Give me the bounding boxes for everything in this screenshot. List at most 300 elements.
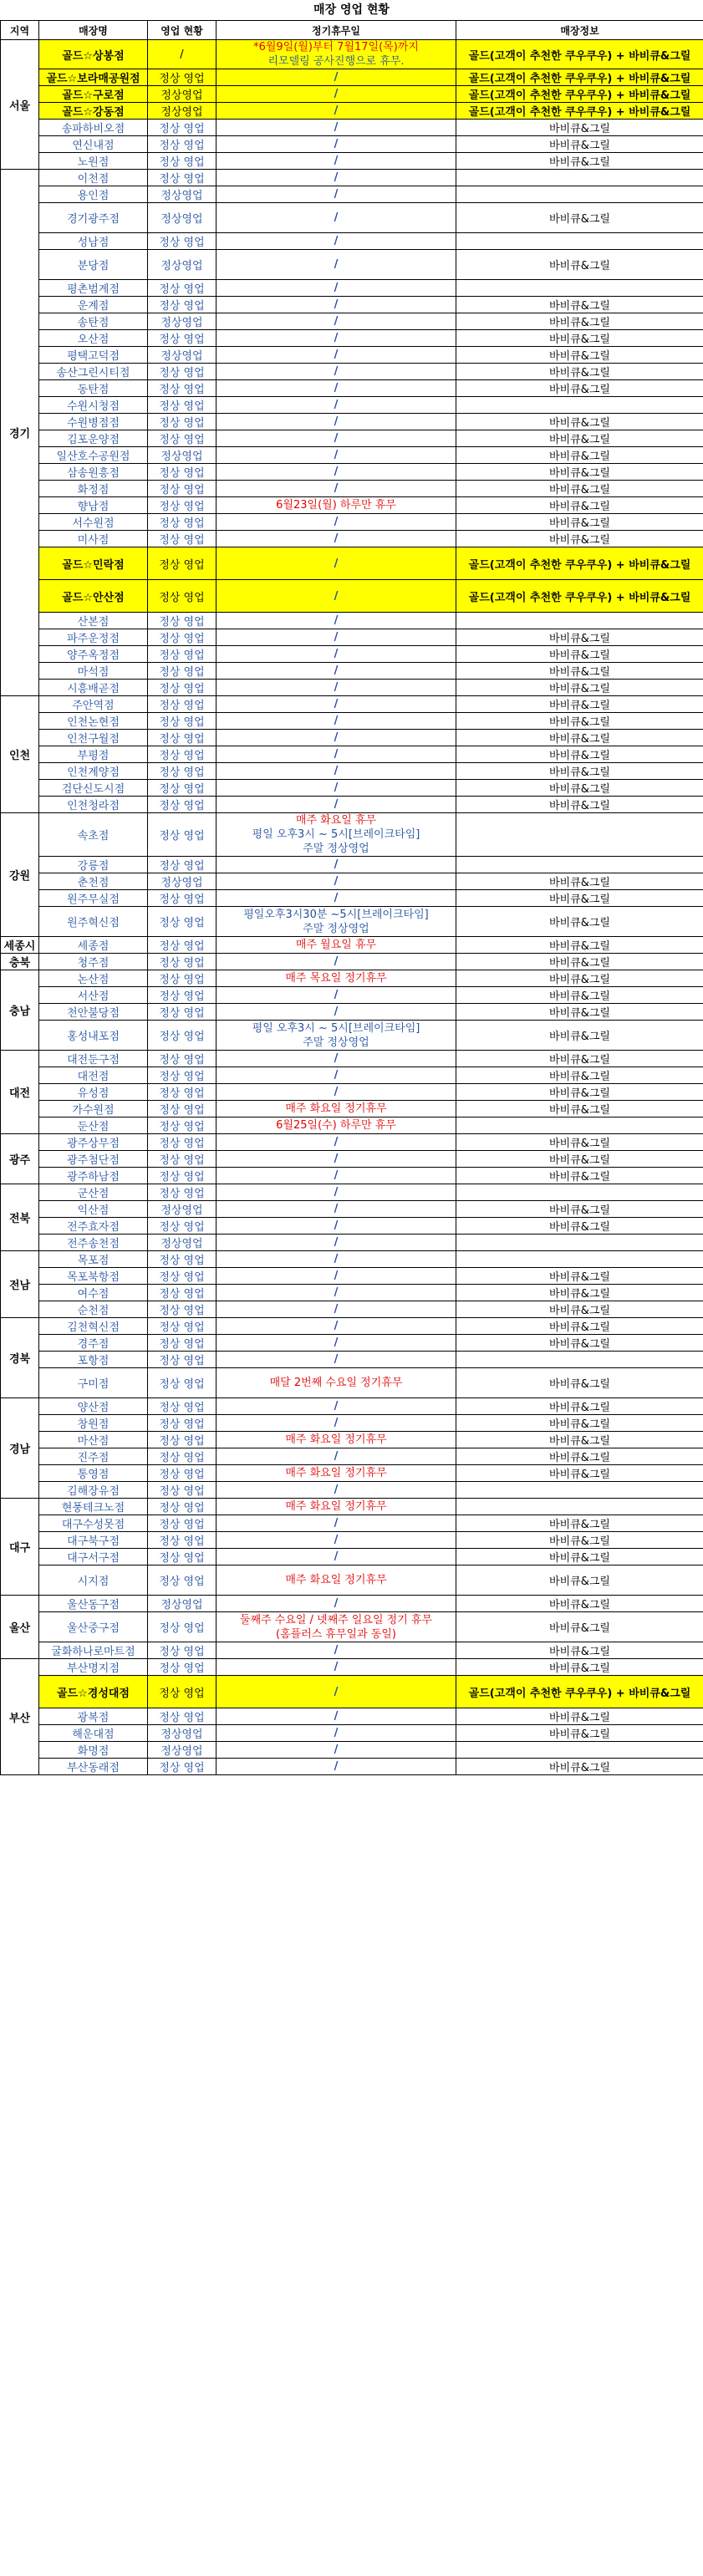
table-row [1, 447, 703, 464]
closing-day-cell [217, 1499, 456, 1515]
table-row [1, 873, 703, 890]
store-name-cell: 유성점 [39, 1084, 148, 1101]
region-cell: 강원 [1, 813, 39, 937]
region-cell: 광주 [1, 1134, 39, 1184]
status-cell: 정상 영업 [148, 1318, 217, 1335]
closing-day-cell: / [217, 170, 456, 186]
store-info-cell: 바비큐&그릴 [456, 730, 703, 746]
store-info-cell: 바비큐&그릴 [456, 680, 703, 696]
store-info-cell: 바비큐&그릴 [456, 364, 703, 380]
region-cell: 충남 [1, 970, 39, 1051]
status-cell: 정상 영업 [148, 813, 217, 857]
table-row [1, 1168, 703, 1184]
status-cell: 정상 영업 [148, 1448, 217, 1465]
store-name-cell: 광복점 [39, 1708, 148, 1725]
status-cell: 정상 영업 [148, 763, 217, 780]
store-name-cell: 순천점 [39, 1301, 148, 1318]
table-row [1, 330, 703, 347]
status-cell: 정상 영업 [148, 1021, 217, 1051]
store-name-cell: 구미점 [39, 1368, 148, 1398]
status-cell: 정상 영업 [148, 1415, 217, 1432]
status-cell: 정상 영업 [148, 780, 217, 797]
closing-day-cell: / [217, 1415, 456, 1432]
closing-day-cell: / [217, 250, 456, 280]
store-name-cell: 운계점 [39, 297, 148, 313]
closing-day-cell: / [217, 1532, 456, 1549]
table-row [1, 347, 703, 364]
status-cell: 정상 영업 [148, 547, 217, 580]
store-name-cell: 굴화하나로마트점 [39, 1642, 148, 1659]
closing-day-cell: / [217, 364, 456, 380]
status-cell: 정상 영업 [148, 954, 217, 970]
store-info-cell: 바비큐&그릴 [456, 464, 703, 481]
store-name-cell: 대구수성못점 [39, 1515, 148, 1532]
status-cell: 정상 영업 [148, 1642, 217, 1659]
table-row [1, 40, 703, 69]
closing-day-cell: / [217, 397, 456, 414]
store-name-cell: 분당점 [39, 250, 148, 280]
store-info-cell: 바비큐&그릴 [456, 1301, 703, 1318]
status-cell: 정상 영업 [148, 613, 217, 629]
store-name-cell: 동탄점 [39, 380, 148, 397]
table-row [1, 1318, 703, 1335]
closing-day-cell: / [217, 746, 456, 763]
store-name-cell: 부산동래점 [39, 1759, 148, 1775]
store-info-cell [456, 397, 703, 414]
store-info-cell: 바비큐&그릴 [456, 1565, 703, 1596]
store-info-cell: 골드(고객이 추천한 쿠우쿠우) + 바비큐&그릴 [456, 69, 703, 86]
store-name-cell: 화정점 [39, 481, 148, 497]
store-info-cell: 바비큐&그릴 [456, 1084, 703, 1101]
closing-day-line: 매주 화요일 휴무 [295, 814, 377, 827]
closing-day-cell: / [217, 629, 456, 646]
closing-day-line: 리모델링 공사진행으로 휴무. [267, 55, 405, 68]
table-row [1, 1432, 703, 1448]
closing-day-cell: / [217, 1184, 456, 1201]
closing-day-cell: / [217, 857, 456, 873]
status-cell: 정상 영업 [148, 730, 217, 746]
table-row [1, 1051, 703, 1067]
status-cell: 정상 영업 [148, 580, 217, 613]
store-name-cell: 전주송천점 [39, 1235, 148, 1251]
status-cell: 정상 영업 [148, 1432, 217, 1448]
store-name-cell: 인천계양점 [39, 763, 148, 780]
store-name-cell: 삼송원흥점 [39, 464, 148, 481]
closing-day-line: 평일 오후3시 ~ 5시[브레이크타임] [252, 1021, 420, 1035]
closing-day-cell: / [217, 280, 456, 297]
store-name-cell: 청주점 [39, 954, 148, 970]
table-row [1, 1725, 703, 1742]
store-name-cell: 연신내점 [39, 136, 148, 153]
status-cell: 정상 영업 [148, 1117, 217, 1134]
table-row [1, 1532, 703, 1549]
status-cell: 정상영업 [148, 1725, 217, 1742]
store-info-cell: 바비큐&그릴 [456, 330, 703, 347]
store-name-cell: 수원시청점 [39, 397, 148, 414]
store-info-cell [456, 186, 703, 203]
store-info-cell: 골드(고객이 추천한 쿠우쿠우) + 바비큐&그릴 [456, 580, 703, 613]
store-name-cell: 김천혁신점 [39, 1318, 148, 1335]
store-info-cell: 바비큐&그릴 [456, 347, 703, 364]
store-name-cell: 골드☆상봉점 [39, 40, 148, 69]
store-name-cell: 양주옥정점 [39, 646, 148, 663]
table-row [1, 1201, 703, 1218]
store-info-cell: 바비큐&그릴 [456, 1285, 703, 1301]
store-info-cell: 바비큐&그릴 [456, 1201, 703, 1218]
closing-day-cell: / [217, 120, 456, 136]
region-cell: 전남 [1, 1251, 39, 1318]
store-name-cell: 검단신도시점 [39, 780, 148, 797]
status-cell: 정상 영업 [148, 481, 217, 497]
closing-day-line: 매주 화요일 정기휴무 [285, 1574, 387, 1586]
store-name-cell: 세종점 [39, 937, 148, 954]
closing-day-cell: / [217, 1151, 456, 1168]
store-name-cell: 골드☆보라매공원점 [39, 69, 148, 86]
closing-day-cell: / [217, 646, 456, 663]
status-cell: 정상 영업 [148, 1368, 217, 1398]
region-cell: 서울 [1, 40, 39, 170]
store-name-cell: 홍성내포점 [39, 1021, 148, 1051]
status-cell: 정상 영업 [148, 69, 217, 86]
status-cell: 정상 영업 [148, 1612, 217, 1642]
closing-day-line: 주말 정상영업 [303, 1036, 369, 1049]
store-name-cell: 골드☆안산점 [39, 580, 148, 613]
closing-day-line: 매달 2번째 수요일 정기휴무 [269, 1377, 403, 1389]
status-cell: 정상 영업 [148, 663, 217, 680]
closing-day-cell: / [217, 464, 456, 481]
store-info-cell [456, 1499, 703, 1515]
status-cell: 정상 영업 [148, 646, 217, 663]
table-row [1, 680, 703, 696]
store-name-cell: 익산점 [39, 1201, 148, 1218]
header-store-info: 매장정보 [456, 21, 703, 40]
closing-day-cell: / [217, 1235, 456, 1251]
closing-day-cell [217, 1021, 456, 1051]
store-name-cell: 서산점 [39, 987, 148, 1004]
region-cell: 경기 [1, 170, 39, 696]
status-cell: 정상 영업 [148, 1565, 217, 1596]
store-info-cell: 바비큐&그릴 [456, 1596, 703, 1612]
store-name-cell: 진주점 [39, 1448, 148, 1465]
status-cell: 정상영업 [148, 86, 217, 103]
store-info-cell: 바비큐&그릴 [456, 1368, 703, 1398]
store-name-cell: 노원점 [39, 153, 148, 170]
store-info-cell: 바비큐&그릴 [456, 414, 703, 430]
store-info-cell: 바비큐&그릴 [456, 153, 703, 170]
status-cell: 정상영업 [148, 1596, 217, 1612]
closing-day-cell: / [217, 1251, 456, 1268]
store-info-cell: 바비큐&그릴 [456, 120, 703, 136]
status-cell: 정상 영업 [148, 713, 217, 730]
store-name-cell: 목포점 [39, 1251, 148, 1268]
header-status: 영업 현황 [148, 21, 217, 40]
store-info-cell: 바비큐&그릴 [456, 1101, 703, 1117]
table-row [1, 696, 703, 713]
store-info-cell: 바비큐&그릴 [456, 313, 703, 330]
store-info-cell: 골드(고객이 추천한 쿠우쿠우) + 바비큐&그릴 [456, 547, 703, 580]
store-name-cell: 화명점 [39, 1742, 148, 1759]
status-cell: 정상 영업 [148, 1482, 217, 1499]
store-info-cell: 바비큐&그릴 [456, 1134, 703, 1151]
closing-day-cell: / [217, 1268, 456, 1285]
store-name-cell: 여수점 [39, 1285, 148, 1301]
table-row [1, 1482, 703, 1499]
table-row [1, 1301, 703, 1318]
table-row [1, 1676, 703, 1708]
closing-day-cell: / [217, 330, 456, 347]
store-info-cell: 바비큐&그릴 [456, 629, 703, 646]
table-row [1, 1448, 703, 1465]
table-row [1, 1612, 703, 1642]
closing-day-cell: / [217, 380, 456, 397]
status-cell: 정상 영업 [148, 1352, 217, 1368]
status-cell: 정상 영업 [148, 890, 217, 907]
store-info-cell: 바비큐&그릴 [456, 1051, 703, 1067]
status-cell: 정상 영업 [148, 1398, 217, 1415]
closing-day-cell: / [217, 186, 456, 203]
table-row [1, 380, 703, 397]
closing-day-cell [217, 1101, 456, 1117]
closing-day-cell: / [217, 233, 456, 250]
table-row [1, 430, 703, 447]
store-table [0, 20, 703, 1775]
store-name-cell: 목포북항점 [39, 1268, 148, 1285]
store-info-cell: 바비큐&그릴 [456, 797, 703, 813]
store-name-cell: 이천점 [39, 170, 148, 186]
store-name-cell: 오산점 [39, 330, 148, 347]
closing-day-cell: / [217, 954, 456, 970]
closing-day-cell: / [217, 203, 456, 233]
table-row [1, 763, 703, 780]
store-info-cell [456, 1742, 703, 1759]
table-row [1, 414, 703, 430]
table-row [1, 1642, 703, 1659]
closing-day-cell: / [217, 297, 456, 313]
closing-day-line: 평일오후3시30분 ~5시[브레이크타임] [243, 908, 429, 921]
closing-day-cell: / [217, 1549, 456, 1565]
closing-day-line: 매주 화요일 정기휴무 [285, 1467, 387, 1479]
store-info-cell: 바비큐&그릴 [456, 1708, 703, 1725]
store-info-cell: 바비큐&그릴 [456, 481, 703, 497]
table-row [1, 1352, 703, 1368]
status-cell: 정상 영업 [148, 1134, 217, 1151]
table-row [1, 1218, 703, 1235]
store-info-cell [456, 857, 703, 873]
store-name-cell: 논산점 [39, 970, 148, 987]
table-row [1, 1415, 703, 1432]
store-info-cell: 바비큐&그릴 [456, 780, 703, 797]
closing-day-cell: / [217, 1515, 456, 1532]
closing-day-cell: / [217, 481, 456, 497]
table-row [1, 937, 703, 954]
table-row [1, 1184, 703, 1201]
closing-day-cell: / [217, 1759, 456, 1775]
status-cell: 정상 영업 [148, 907, 217, 937]
store-info-cell: 바비큐&그릴 [456, 1021, 703, 1051]
store-name-cell: 용인점 [39, 186, 148, 203]
table-row [1, 86, 703, 103]
closing-day-cell: / [217, 1201, 456, 1218]
store-name-cell: 산본점 [39, 613, 148, 629]
closing-day-cell: / [217, 1398, 456, 1415]
store-info-cell: 바비큐&그릴 [456, 1642, 703, 1659]
status-cell: 정상영업 [148, 1742, 217, 1759]
store-name-cell: 둔산점 [39, 1117, 148, 1134]
store-name-cell: 포항점 [39, 1352, 148, 1368]
status-cell: 정상 영업 [148, 1184, 217, 1201]
closing-day-cell: / [217, 1084, 456, 1101]
status-cell: 정상 영업 [148, 120, 217, 136]
status-cell: 정상 영업 [148, 1268, 217, 1285]
store-name-cell: 서수원점 [39, 514, 148, 531]
status-cell: 정상 영업 [148, 1549, 217, 1565]
store-info-cell [456, 813, 703, 857]
store-name-cell: 속초점 [39, 813, 148, 857]
status-cell: 정상영업 [148, 447, 217, 464]
closing-day-cell: / [217, 1482, 456, 1499]
store-info-cell: 바비큐&그릴 [456, 954, 703, 970]
store-info-cell [456, 1352, 703, 1368]
closing-day-line: 주말 정상영업 [303, 843, 369, 855]
closing-day-cell: / [217, 136, 456, 153]
table-row [1, 1742, 703, 1759]
table-row [1, 103, 703, 120]
store-name-cell: 마산점 [39, 1432, 148, 1448]
status-cell: 정상 영업 [148, 970, 217, 987]
store-name-cell: 천안불당점 [39, 1004, 148, 1021]
closing-day-cell: / [217, 1335, 456, 1352]
table-row [1, 1251, 703, 1268]
store-info-cell [456, 1482, 703, 1499]
closing-day-line: *6월9일(월)부터 7월17일(목)까지 [253, 41, 419, 53]
closing-day-cell: / [217, 780, 456, 797]
store-name-cell: 대전점 [39, 1067, 148, 1084]
store-name-cell: 인천청라점 [39, 797, 148, 813]
sheet-title: 매장 영업 현황 [313, 3, 390, 17]
store-info-cell [456, 1235, 703, 1251]
table-row [1, 970, 703, 987]
table-row [1, 1596, 703, 1612]
closing-day-cell: / [217, 69, 456, 86]
store-name-cell: 평택고덕점 [39, 347, 148, 364]
store-name-cell: 강릉점 [39, 857, 148, 873]
table-row [1, 136, 703, 153]
store-info-cell: 골드(고객이 추천한 쿠우쿠우) + 바비큐&그릴 [456, 86, 703, 103]
table-row [1, 987, 703, 1004]
store-name-cell: 경주점 [39, 1335, 148, 1352]
status-cell: 정상 영업 [148, 1659, 217, 1676]
closing-day-cell: / [217, 514, 456, 531]
store-info-cell: 바비큐&그릴 [456, 514, 703, 531]
closing-day-line: 매주 목요일 정기휴무 [285, 972, 387, 985]
store-info-cell: 바비큐&그릴 [456, 1067, 703, 1084]
store-info-cell [456, 613, 703, 629]
status-cell: 정상 영업 [148, 1301, 217, 1318]
store-info-cell: 바비큐&그릴 [456, 937, 703, 954]
store-name-cell: 골드☆민락점 [39, 547, 148, 580]
status-cell: 정상 영업 [148, 937, 217, 954]
table-row [1, 1004, 703, 1021]
status-cell: 정상영업 [148, 347, 217, 364]
table-row [1, 713, 703, 730]
closing-day-cell: / [217, 613, 456, 629]
table-row [1, 580, 703, 613]
table-row [1, 497, 703, 514]
status-cell: 정상 영업 [148, 1151, 217, 1168]
table-row [1, 1515, 703, 1532]
region-cell: 인천 [1, 696, 39, 813]
closing-day-line: 매주 화요일 정기휴무 [285, 1500, 387, 1513]
status-cell: 정상 영업 [148, 330, 217, 347]
closing-day-cell: / [217, 547, 456, 580]
store-info-cell [456, 233, 703, 250]
table-row [1, 857, 703, 873]
table-row [1, 1499, 703, 1515]
table-row [1, 203, 703, 233]
status-cell: 정상 영업 [148, 1759, 217, 1775]
table-row [1, 233, 703, 250]
status-cell: 정상영업 [148, 203, 217, 233]
status-cell: 정상 영업 [148, 1515, 217, 1532]
store-info-cell: 바비큐&그릴 [456, 497, 703, 514]
closing-day-cell [217, 937, 456, 954]
store-info-cell: 바비큐&그릴 [456, 890, 703, 907]
closing-day-cell [217, 1465, 456, 1482]
store-name-cell: 현풍테크노점 [39, 1499, 148, 1515]
status-cell: 정상영업 [148, 103, 217, 120]
store-name-cell: 울산동구점 [39, 1596, 148, 1612]
table-row [1, 1268, 703, 1285]
store-info-cell: 바비큐&그릴 [456, 1004, 703, 1021]
closing-day-cell: / [217, 680, 456, 696]
status-cell: 정상 영업 [148, 364, 217, 380]
store-name-cell: 원주혁신점 [39, 907, 148, 937]
status-cell: 정상 영업 [148, 1676, 217, 1708]
status-cell: 정상 영업 [148, 280, 217, 297]
store-info-cell: 골드(고객이 추천한 쿠우쿠우) + 바비큐&그릴 [456, 40, 703, 69]
store-info-cell: 바비큐&그릴 [456, 746, 703, 763]
closing-day-cell: / [217, 1004, 456, 1021]
closing-day-cell: / [217, 1676, 456, 1708]
status-cell: 정상 영업 [148, 1101, 217, 1117]
store-info-cell: 바비큐&그릴 [456, 430, 703, 447]
store-info-cell: 바비큐&그릴 [456, 297, 703, 313]
table-row [1, 1565, 703, 1596]
region-cell: 울산 [1, 1596, 39, 1659]
store-name-cell: 향남점 [39, 497, 148, 514]
status-cell: 정상 영업 [148, 746, 217, 763]
table-row [1, 1285, 703, 1301]
closing-day-cell: / [217, 713, 456, 730]
store-info-cell: 바비큐&그릴 [456, 1432, 703, 1448]
table-row [1, 481, 703, 497]
store-name-cell: 시지점 [39, 1565, 148, 1596]
store-name-cell: 시흥배곧점 [39, 680, 148, 696]
closing-day-line: 6월23일(월) 하루만 휴무 [276, 499, 396, 512]
store-info-cell: 바비큐&그릴 [456, 1268, 703, 1285]
store-name-cell: 군산점 [39, 1184, 148, 1201]
store-name-cell: 경기광주점 [39, 203, 148, 233]
closing-day-line: 매주 화요일 정기휴무 [285, 1433, 387, 1446]
table-row [1, 1708, 703, 1725]
table-row [1, 1759, 703, 1775]
store-info-cell: 바비큐&그릴 [456, 1151, 703, 1168]
store-info-cell: 골드(고객이 추천한 쿠우쿠우) + 바비큐&그릴 [456, 103, 703, 120]
closing-day-line: 매주 월요일 휴무 [295, 939, 377, 951]
status-cell: 정상 영업 [148, 797, 217, 813]
table-row [1, 1368, 703, 1398]
table-row [1, 1067, 703, 1084]
